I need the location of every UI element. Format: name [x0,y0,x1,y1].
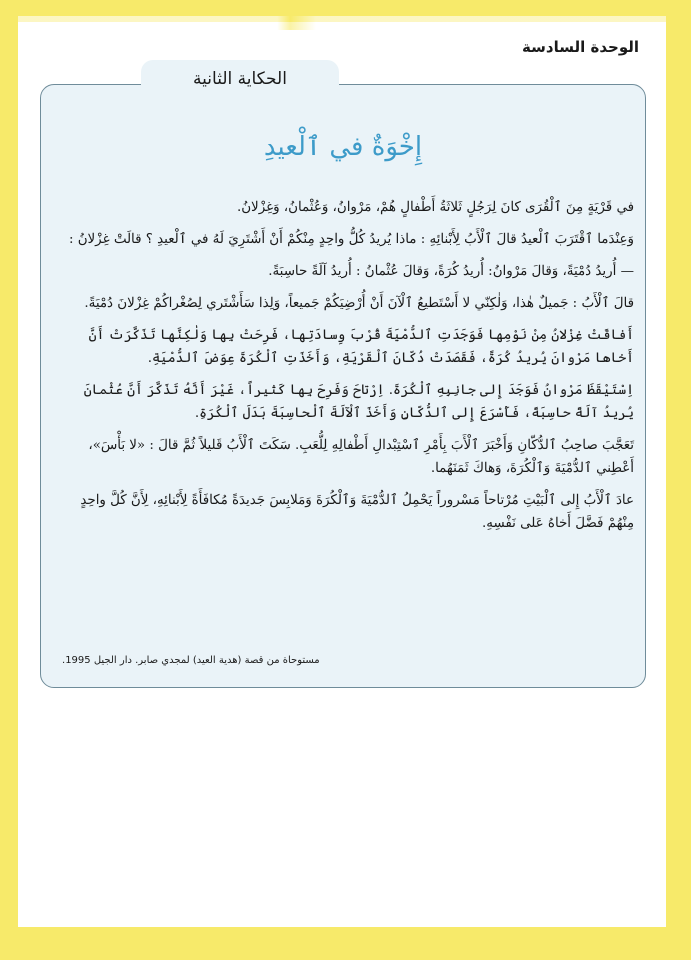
story-tab [141,60,339,98]
story-body [62,196,634,544]
unit-title: الوحدة السادسة [522,38,639,56]
story-title: إِخْوَةٌ في ٱلْعيدِ [263,132,423,162]
paragraph: — أُريدُ دُمْيَةً، وَقالَ مَرْوانُ: أُريدُ كُرَةً، وَقالَ عُثْمانُ : أُريدُ آلَةً حاسِبَةً. [268,264,634,279]
paragraph: في قَرْيَةٍ مِنَ ٱلْقُرَى كانَ لِرَجُلٍ ثَلاثَةُ أَطْفالٍ هُمْ، مَرْوانُ، وَعُثْمانُ، وَغِزْلانُ. [236,200,634,215]
source-citation: مستوحاة من قصة (هدية العيد) لمجدي صابر. دار الجيل 1995. [62,655,320,666]
paragraph: اِسْتَيْقَظَ مَرْوانُ فَوَجَدَ إِلى جانِبِهِ ٱلْكُرَةَ. اِرْتاحَ وَفَرِحَ بِها كَثيراً، غَيْرَ أَنَّهُ تَذَكَّرَ أَنَّ عُثْمانَ يُريدُ آلَةً حاسِبَةً، فَأَسْرَعَ إِلى ٱلدُّكّانِ وَأَخَذَ ٱلْآلَةَ ٱلْحاسِبَةَ بَدَلَ ٱلْكُرَةِ. [83,383,634,421]
paragraph: تَعَجَّبَ صاحِبُ ٱلدُّكّانِ وَأَخْبَرَ ٱلْأَبَ بِأَمْرِ ٱسْتِبْدالِ أَطْفالِهِ لِلُّعَبِ. سَكَتَ ٱلْأَبُ قَليلاً ثُمَّ قالَ : «لا بَأْسَ»، أَعْطِني ٱلدُّمْيَةَ وَٱلْكُرَةَ، وَهاكَ ثَمَنَهُما. [88,438,634,476]
story-tab-label: الحكاية الثانية [193,69,287,89]
paragraph: عادَ ٱلْأَبُ إِلى ٱلْبَيْتِ مُرْتاحاً مَسْروراً يَحْمِلُ ٱلدُّمْيَةَ وَٱلْكُرَةَ وَمَلابِسَ جَديدَةً مُكافَأَةً لِأَبْنائِهِ، لِأَنَّ كُلَّ واحِدٍ مِنْهُمْ فَضَّلَ أَخاهُ عَلى نَفْسِهِ. [80,493,634,531]
paragraph: قالَ ٱلْأَبُ : جَميلٌ هٰذا، وَلٰكِنّي لا أَسْتَطيعُ ٱلْآنَ أَنْ أُرْضِيَكُمْ جَميعاً، وَلِذا سَأَشْتَري لِصُغْراكُمْ غِزْلانَ دُمْيَةً. [84,296,634,311]
paragraph: وَعِنْدَما ٱقْتَرَبَ ٱلْعيدُ قالَ ٱلْأَبُ لِأَبْنائِهِ : ماذا يُريدُ كُلُّ واحِدٍ مِنْكُمْ أَنْ أَشْتَرِيَ لَهُ في ٱلْعيدِ ؟ قالَتْ غِزْلانُ : [68,232,634,247]
paragraph: أَفاقَتْ غِزْلانُ مِنْ نَوْمِها فَوَجَدَتِ ٱلدُّمْيَةَ قُرْبَ وِسادَتِها، فَرِحَتْ بِها وَلٰكِنَّها تَذَكَّرَتْ أَنَّ أَخاها مَرْوانَ يُريدُ كُرَةً، فَقَصَدَتْ دُكّانَ ٱلْقَرْيَةِ، وَأَخَذَتِ ٱلْكُرَةَ عِوَضَ ٱلدُّمْيَةِ. [88,328,634,366]
